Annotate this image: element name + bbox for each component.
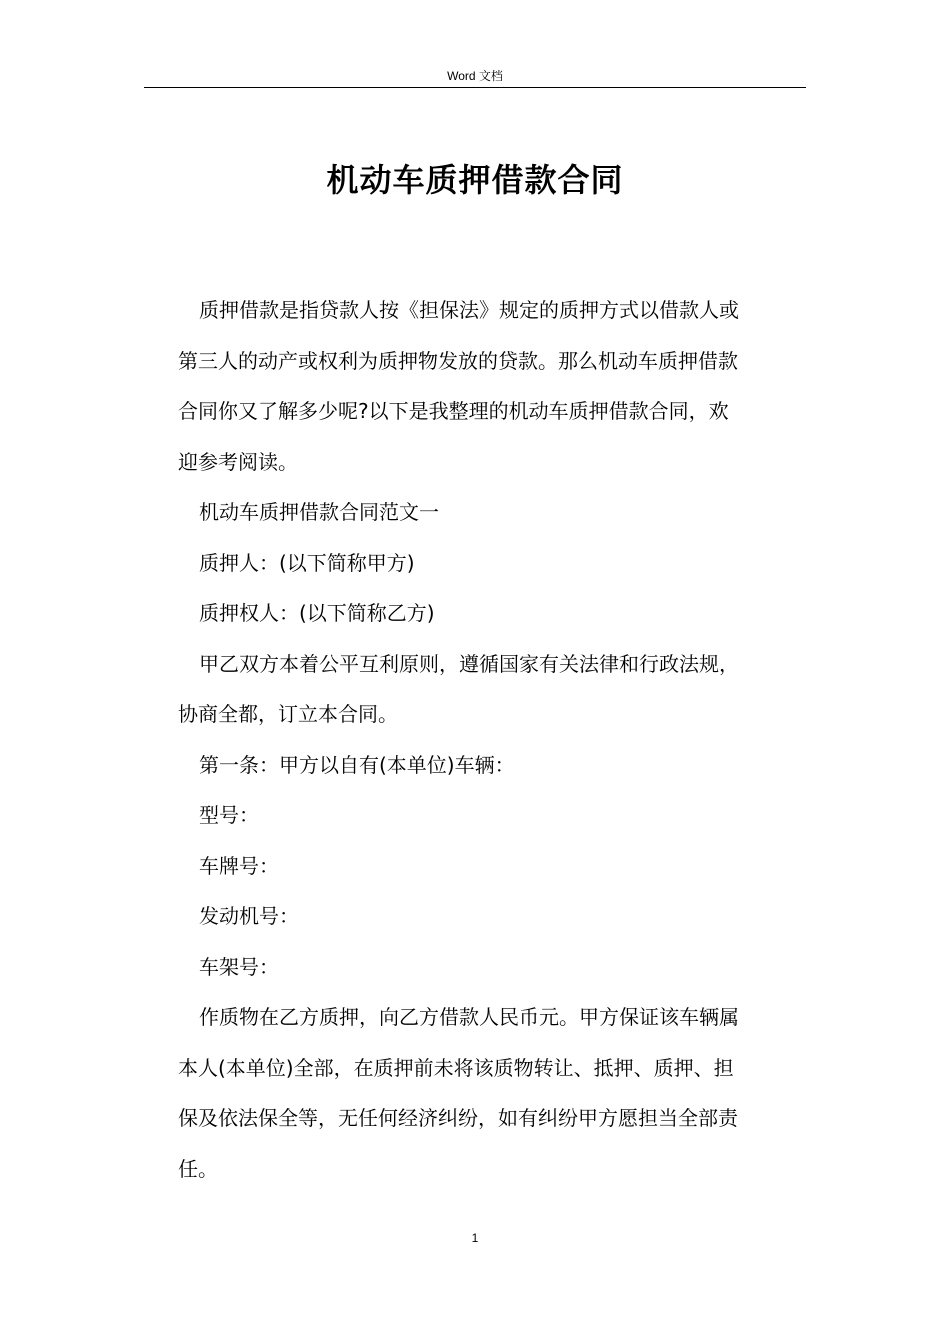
document-title: 机动车质押借款合同: [326, 161, 624, 199]
body-line: 车牌号：: [199, 853, 279, 878]
body-line: 作质物在乙方质押，向乙方借款人民币元。甲方保证该车辆属: [199, 1005, 739, 1029]
body-line: 发动机号：: [199, 904, 299, 928]
header-divider: [144, 87, 806, 88]
body-line: 任。: [178, 1156, 218, 1181]
body-line: 合同你又了解多少呢?以下是我整理的机动车质押借款合同，欢: [178, 399, 729, 423]
body-line: 甲乙双方本着公平互利原则，遵循国家有关法律和行政法规，: [199, 651, 739, 676]
body-line: 质押人：(以下简称甲方): [199, 550, 415, 575]
page-number: 1: [471, 1231, 479, 1245]
body-line: 质押借款是指贷款人按《担保法》规定的质押方式以借款人或: [199, 298, 739, 322]
body-line: 第三人的动产或权利为质押物发放的贷款。那么机动车质押借款: [178, 348, 738, 373]
document-body: [178, 285, 806, 1194]
body-line: 本人(本单位)全部，在质押前未将该质物转让、抵押、质押、担: [178, 1055, 734, 1080]
body-line: 质押权人：(以下简称乙方): [199, 601, 435, 625]
body-line: 第一条：甲方以自有(本单位)车辆：: [199, 752, 515, 777]
body-line: 车架号：: [199, 954, 279, 979]
body-line: 迎参考阅读。: [178, 449, 298, 474]
body-line: 协商全都，订立本合同。: [178, 702, 398, 726]
body-line: 型号：: [199, 803, 259, 827]
body-line: 机动车质押借款合同范文一: [199, 500, 439, 524]
header-label: Word 文档: [447, 69, 503, 83]
body-line: 保及依法保全等，无任何经济纠纷，如有纠纷甲方愿担当全部责: [178, 1106, 738, 1130]
